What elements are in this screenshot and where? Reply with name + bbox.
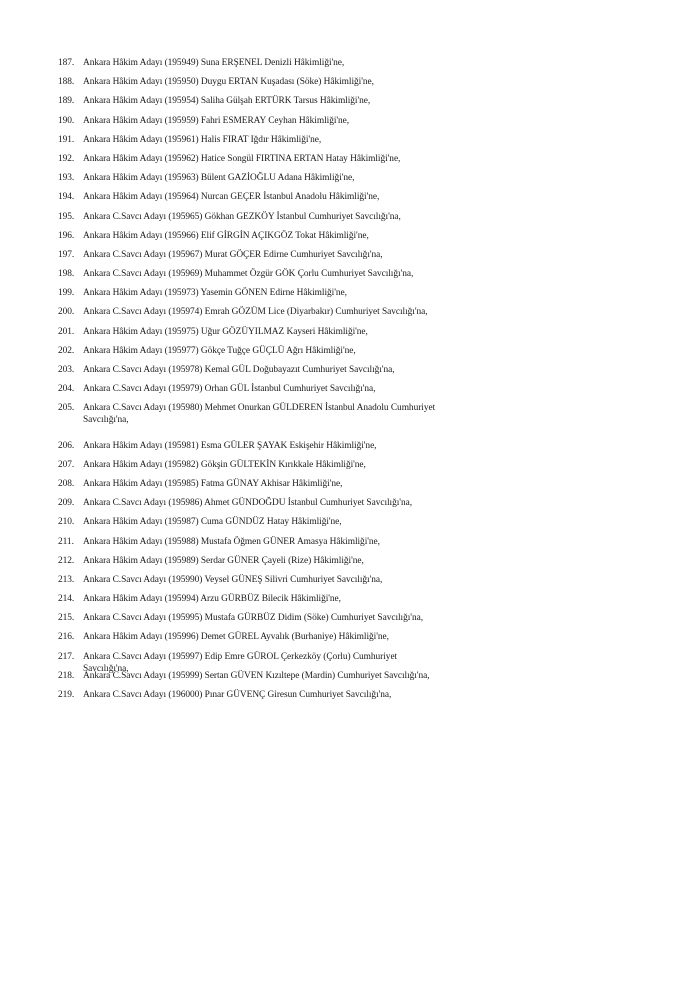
list-item <box>58 95 658 114</box>
list-item <box>58 364 658 383</box>
item-number: 204. <box>58 384 75 395</box>
list-item <box>58 345 658 364</box>
list-item <box>58 249 658 268</box>
item-text: Ankara C.Savcı Adayı (195979) Orhan GÜL İstanbul Cumhuriyet Savcılığı'na, <box>83 384 376 395</box>
list-item <box>58 230 658 249</box>
list-item <box>58 287 658 306</box>
item-number: 197. <box>58 249 75 260</box>
list-item <box>58 211 658 230</box>
list-item <box>58 268 658 287</box>
item-text: Ankara Hâkim Adayı (195981) Esma GÜLER ŞAYAK Eskişehir Hâkimliği'ne, <box>83 440 377 451</box>
list-item <box>58 134 658 153</box>
list-item <box>58 115 658 134</box>
item-number: 188. <box>58 77 75 88</box>
item-text: Ankara Hâkim Adayı (195985) Fatma GÜNAY Akhisar Hâkimliği'ne, <box>83 478 343 489</box>
item-number: 190. <box>58 115 75 126</box>
list-item <box>58 651 658 674</box>
item-number: 217. <box>58 651 75 662</box>
list-item <box>58 555 658 574</box>
item-number: 192. <box>58 153 75 164</box>
item-number: 219. <box>58 690 75 700</box>
item-number: 209. <box>58 498 75 509</box>
item-text: Ankara Hâkim Adayı (195975) Uğur GÖZÜYILMAZ Kayseri Hâkimliği'ne, <box>83 326 368 337</box>
item-number: 205. <box>58 403 75 414</box>
item-number: 212. <box>58 555 75 566</box>
item-text: Ankara C.Savcı Adayı (195978) Kemal GÜL Doğubayazıt Cumhuriyet Savcılığı'na, <box>83 365 395 375</box>
item-text: Ankara Hâkim Adayı (195996) Demet GÜREL Ayvalık (Burhaniye) Hâkimliği'ne, <box>83 632 389 643</box>
item-text: Ankara Hâkim Adayı (195987) Cuma GÜNDÜZ Hatay Hâkimliği'ne, <box>83 517 342 528</box>
item-number: 211. <box>58 536 74 547</box>
item-number: 206. <box>58 440 75 451</box>
item-text: Ankara C.Savcı Adayı (195980) Mehmet Onurkan GÜLDEREN İstanbul Anadolu Cumhuriyet Savcılığı'na, <box>83 403 436 426</box>
item-text: Ankara Hâkim Adayı (195962) Hatice Songül FIRTINA ERTAN Hatay Hâkimliği'ne, <box>83 153 401 164</box>
item-text: Ankara Hâkim Adayı (195973) Yasemin GÖNEN Edirne Hâkimliği'ne, <box>83 288 347 299</box>
item-number: 191. <box>58 134 75 145</box>
item-number: 214. <box>58 594 75 605</box>
item-text: Ankara Hâkim Adayı (195964) Nurcan GEÇER İstanbul Anadolu Hâkimliği'ne, <box>83 192 380 203</box>
item-number: 194. <box>58 192 75 203</box>
list-item <box>58 670 658 689</box>
list-item <box>58 478 658 497</box>
list-item <box>58 459 658 478</box>
item-number: 193. <box>58 173 75 184</box>
item-text: Ankara Hâkim Adayı (195959) Fahri ESMERAY Ceyhan Hâkimliği'ne, <box>83 115 350 126</box>
item-number: 199. <box>58 288 75 299</box>
list-item <box>58 326 658 345</box>
list-item <box>58 497 658 516</box>
item-number: 208. <box>58 478 75 489</box>
list-item <box>58 383 658 402</box>
item-number: 200. <box>58 307 75 318</box>
item-number: 216. <box>58 632 75 643</box>
list-item <box>58 57 658 76</box>
item-number: 189. <box>58 96 75 107</box>
list-item <box>58 306 658 325</box>
item-number: 203. <box>58 365 75 375</box>
item-text: Ankara Hâkim Adayı (195950) Duygu ERTAN Kuşadası (Söke) Hâkimliği'ne, <box>83 77 374 88</box>
list-item <box>58 402 658 439</box>
item-text: Ankara Hâkim Adayı (195954) Saliha Gülşah ERTÜRK Tarsus Hâkimliği'ne, <box>83 96 371 107</box>
list-item <box>58 191 658 210</box>
item-text: Ankara Hâkim Adayı (195977) Gökçe Tuğçe GÜÇLÜ Ağrı Hâkimliği'ne, <box>83 345 356 356</box>
list-item <box>58 593 658 612</box>
item-text: Ankara C.Savcı Adayı (195986) Ahmet GÜNDOĞDU İstanbul Cumhuriyet Savcılığı'na, <box>83 498 412 509</box>
list-item <box>58 76 658 95</box>
appointment-list <box>58 57 658 708</box>
item-text: Ankara Hâkim Adayı (195994) Arzu GÜRBÜZ Bilecik Hâkimliği'ne, <box>83 594 341 605</box>
item-text: Ankara Hâkim Adayı (195989) Serdar GÜNER Çayeli (Rize) Hâkimliği'ne, <box>83 555 364 566</box>
item-text: Ankara C.Savcı Adayı (195997) Edip Emre GÜROL Çerkezköy (Çorlu) Cumhuriyet Savcılığı'na, <box>83 651 398 674</box>
item-number: 202. <box>58 345 75 356</box>
item-number: 207. <box>58 459 75 470</box>
item-text: Ankara C.Savcı Adayı (195999) Sertan GÜVEN Kızıltepe (Mardin) Cumhuriyet Savcılığı'na, <box>83 670 430 681</box>
item-number: 187. <box>58 58 75 68</box>
item-number: 198. <box>58 269 75 280</box>
item-number: 213. <box>58 574 75 585</box>
item-number: 195. <box>58 211 75 222</box>
item-number: 196. <box>58 230 75 241</box>
item-text: Ankara Hâkim Adayı (195988) Mustafa Öğmen GÜNER Amasya Hâkimliği'ne, <box>83 536 380 547</box>
list-item <box>58 574 658 593</box>
item-text: Ankara Hâkim Adayı (195982) Gökşin GÜLTEKİN Kırıkkale Hâkimliği'ne, <box>83 459 366 470</box>
list-item <box>58 536 658 555</box>
item-number: 218. <box>58 670 75 681</box>
item-text: Ankara Hâkim Adayı (195963) Bülent GAZİOĞLU Adana Hâkimliği'ne, <box>83 173 355 184</box>
list-item <box>58 689 658 708</box>
item-text: Ankara C.Savcı Adayı (195990) Veysel GÜNEŞ Silivri Cumhuriyet Savcılığı'na, <box>83 574 383 585</box>
item-number: 210. <box>58 517 75 528</box>
item-text: Ankara C.Savcı Adayı (195969) Muhammet Özgür GÖK Çorlu Cumhuriyet Savcılığı'na, <box>83 269 414 280</box>
item-text: Ankara C.Savcı Adayı (195967) Murat GÖÇER Edirne Cumhuriyet Savcılığı'na, <box>83 249 383 260</box>
list-item <box>58 631 658 650</box>
item-text: Ankara Hâkim Adayı (195949) Suna ERŞENEL Denizli Hâkimliği'ne, <box>83 58 345 68</box>
item-number: 201. <box>58 326 75 337</box>
item-text: Ankara C.Savcı Adayı (196000) Pınar GÜVENÇ Giresun Cumhuriyet Savcılığı'na, <box>83 690 392 700</box>
item-number: 215. <box>58 613 75 624</box>
item-text: Ankara C.Savcı Adayı (195965) Gökhan GEZKÖY İstanbul Cumhuriyet Savcılığı'na, <box>83 211 401 222</box>
item-text: Ankara Hâkim Adayı (195961) Halis FIRAT Iğdır Hâkimliği'ne, <box>83 134 322 145</box>
list-item <box>58 612 658 631</box>
item-text: Ankara C.Savcı Adayı (195974) Emrah GÖZÜM Lice (Diyarbakır) Cumhuriyet Savcılığı'na, <box>83 307 428 318</box>
list-item <box>58 516 658 535</box>
list-item <box>58 153 658 172</box>
item-text: Ankara Hâkim Adayı (195966) Elif GİRGİN AÇIKGÖZ Tokat Hâkimliği'ne, <box>83 230 369 241</box>
list-item <box>58 172 658 191</box>
item-text: Ankara C.Savcı Adayı (195995) Mustafa GÜRBÜZ Didim (Söke) Cumhuriyet Savcılığı'na, <box>83 613 423 624</box>
list-item <box>58 440 658 459</box>
